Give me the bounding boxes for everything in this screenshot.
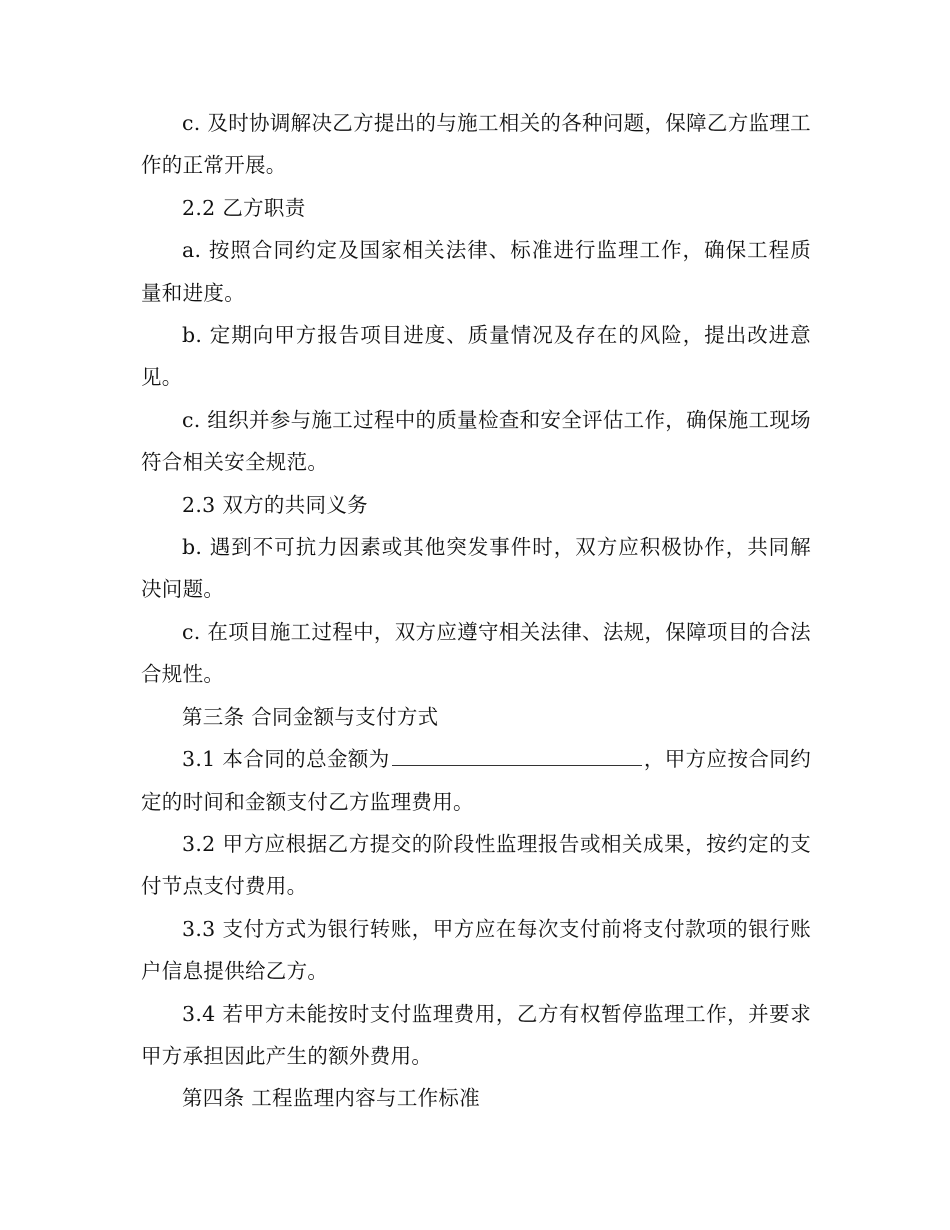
paragraph-3-3: 3.3 支付方式为银行转账，甲方应在每次支付前将支付款项的银行账户信息提供给乙方。 [141, 916, 811, 984]
paragraph-3-1-lead: 3.1 本合同的总金额为 [182, 747, 390, 772]
document-body [141, 102, 811, 1120]
paragraph-2-1-c: c. 及时协调解决乙方提出的与施工相关的各种问题，保障乙方监理工作的正常开展。 [141, 111, 811, 178]
amount-blank-line [392, 743, 642, 766]
section-heading-2-2: 2.2 乙方职责 [182, 195, 306, 220]
paragraph-3-2: 3.2 甲方应根据乙方提交的阶段性监理报告或相关成果，按约定的支付节点支付费用。 [141, 831, 811, 899]
article-heading-3: 第三条 合同金额与支付方式 [182, 704, 439, 729]
paragraph-3-4: 3.4 若甲方未能按时支付监理费用，乙方有权暂停监理工作，并要求甲方承担因此产生的额外费用。 [141, 1001, 811, 1068]
paragraph-2-2-b: b. 定期向甲方报告项目进度、质量情况及存在的风险，提出改进意见。 [141, 323, 811, 390]
paragraph-2-3-b: b. 遇到不可抗力因素或其他突发事件时，双方应积极协作，共同解决问题。 [141, 535, 811, 602]
article-heading-4: 第四条 工程监理内容与工作标准 [182, 1086, 481, 1111]
paragraph-2-2-c: c. 组织并参与施工过程中的质量检查和安全评估工作，确保施工现场符合相关安全规范。 [141, 407, 811, 475]
paragraph-2-2-a: a. 按照合同约定及国家相关法律、标准进行监理工作，确保工程质量和进度。 [141, 238, 811, 305]
paragraph-3-1-tail: ，甲方应按合同约定的时间和金额支付乙方监理费用。 [141, 747, 812, 814]
paragraph-2-3-c: c. 在项目施工过程中，双方应遵守相关法律、法规，保障项目的合法合规性。 [141, 619, 811, 687]
section-heading-2-3: 2.3 双方的共同义务 [182, 492, 368, 517]
paragraph-3-1 [141, 738, 811, 823]
